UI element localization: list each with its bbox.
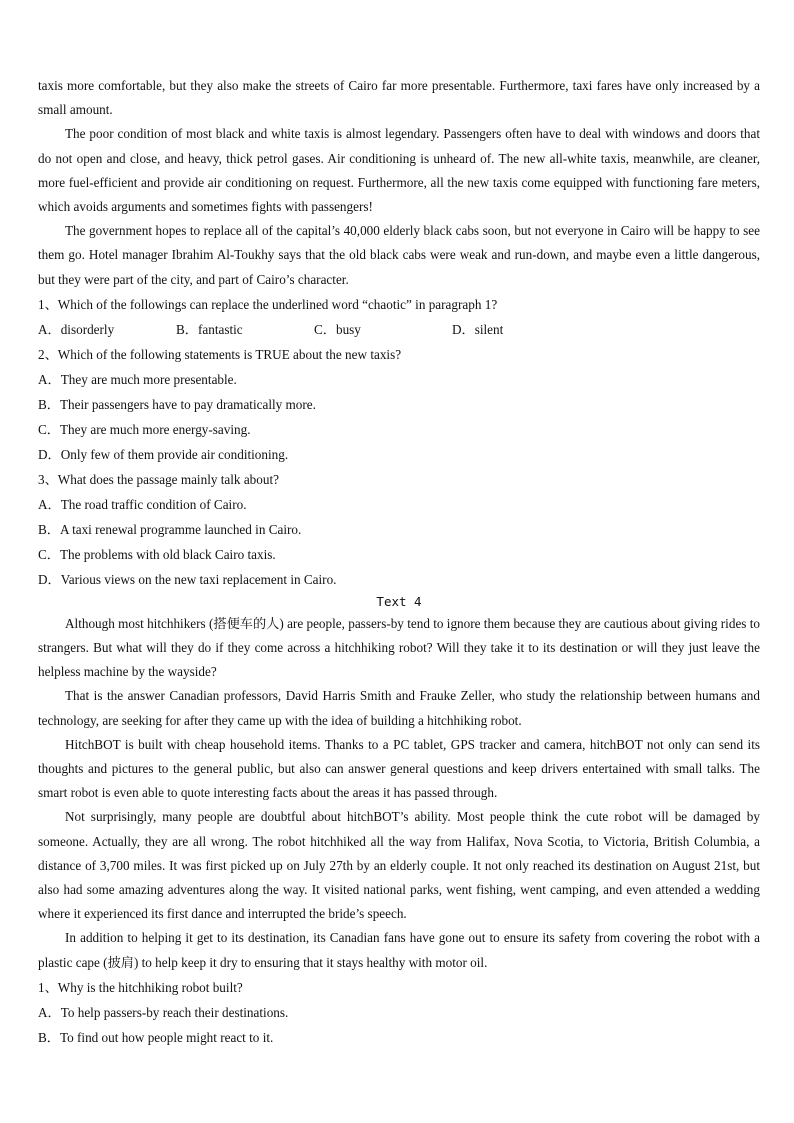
text3-paragraph-2: The poor condition of most black and white taxis is almost legendary. Passengers often have to deal with windows and doors that do not open and close, and heavy, thick petrol gases. Air conditioning is unheard of. The new all-white taxis, meanwhile, are cleaner, more fuel-efficient and provide air conditioning on request. Furthermore, all the new taxis come equipped with functioning fare meters, which avoids arguments and sometimes fights with passengers! bbox=[38, 126, 760, 215]
text4-paragraph-2: That is the answer Canadian professors, David Harris Smith and Frauke Zeller, who study the relationship between humans and technology, are seeking for after they came up with the idea of building a hitchhiking robot. bbox=[38, 688, 760, 728]
text4-paragraph-4: Not surprisingly, many people are doubtful about hitchBOT’s ability. Most people think the cute robot will be damaged by someone. Actually, they are all wrong. The robot hitchhiked all the way from Halifax, Nova Scotia, to Victoria, British Columbia, a distance of 3,700 miles. It was first picked up on July 27th by an elderly couple. It not only reached its destination on August 21st, but also had some amazing adventures along the way. It visited national parks, went fishing, went camping, and even attended a wedding where it experienced its first dance and interrupted the bride’s speech. bbox=[38, 809, 760, 922]
document-body bbox=[38, 74, 760, 1050]
text3-question-3: 3、What does the passage mainly talk about? bbox=[38, 471, 279, 487]
text3-q2-option-a: A．They are much more presentable. bbox=[38, 371, 237, 387]
text3-question-1: 1、Which of the followings can replace the underlined word “chaotic” in paragraph 1? bbox=[38, 296, 498, 312]
text3-q1-option-b: B．fantastic bbox=[176, 321, 243, 337]
text3-paragraph-3: The government hopes to replace all of the capital’s 40,000 elderly black cabs soon, but not everyone in Cairo will be happy to see them go. Hotel manager Ibrahim Al-Toukhy says that the old black cabs were weak and run-down, and maybe even a little dangerous, but they were part of the city, and part of Cairo’s character. bbox=[38, 223, 760, 287]
text4-q1-option-a: A．To help passers-by reach their destinations. bbox=[38, 1004, 289, 1020]
text3-q1-option-c: C．busy bbox=[314, 321, 361, 337]
text3-paragraph-1: taxis more comfortable, but they also make the streets of Cairo far more presentable. Furthermore, taxi fares have only increased by a small amount. bbox=[38, 78, 760, 118]
text3-q2-option-c: C．They are much more energy-saving. bbox=[38, 421, 251, 437]
text3-question-1-options bbox=[38, 317, 760, 342]
text4-q1-option-b: B．To find out how people might react to it. bbox=[38, 1029, 274, 1045]
text3-q1-option-a: A．disorderly bbox=[38, 321, 115, 337]
text4-paragraph-3: HitchBOT is built with cheap household items. Thanks to a PC tablet, GPS tracker and camera, hitchBOT not only can send its thoughts and pictures to the general public, but also can answer general questions and keep drivers entertained with small talks. The smart robot is even able to quote interesting facts about the areas it has passed through. bbox=[38, 736, 760, 801]
text4-paragraph-5: In addition to helping it get to its destination, its Canadian fans have gone out to ensure its safety from covering the robot with a plastic cape (披肩) to help keep it dry to ensuring that it stays healthy with motor oil. bbox=[38, 930, 760, 970]
text3-question-2: 2、Which of the following statements is TRUE about the new taxis? bbox=[38, 346, 402, 362]
text3-q3-option-b: B．A taxi renewal programme launched in Cairo. bbox=[38, 521, 302, 537]
text4-paragraph-1: Although most hitchhikers (搭便车的人) are people, passers-by tend to ignore them because they are cautious about giving rides to strangers. But what will they do if they come across a hitchhiking robot? Will they take it to its destination or will they just leave the helpless machine by the wayside? bbox=[38, 615, 760, 680]
text4-title: Text 4 bbox=[376, 593, 422, 609]
text3-q3-option-a: A．The road traffic condition of Cairo. bbox=[38, 496, 247, 512]
text3-q3-option-d: D．Various views on the new taxi replacement in Cairo. bbox=[38, 571, 337, 587]
text3-q2-option-b: B．Their passengers have to pay dramatically more. bbox=[38, 396, 316, 412]
text3-q2-option-d: D．Only few of them provide air conditioning. bbox=[38, 446, 289, 462]
text4-question-1: 1、Why is the hitchhiking robot built? bbox=[38, 979, 243, 995]
text3-q1-option-d: D．silent bbox=[452, 321, 504, 337]
text3-q3-option-c: C．The problems with old black Cairo taxis. bbox=[38, 546, 276, 562]
